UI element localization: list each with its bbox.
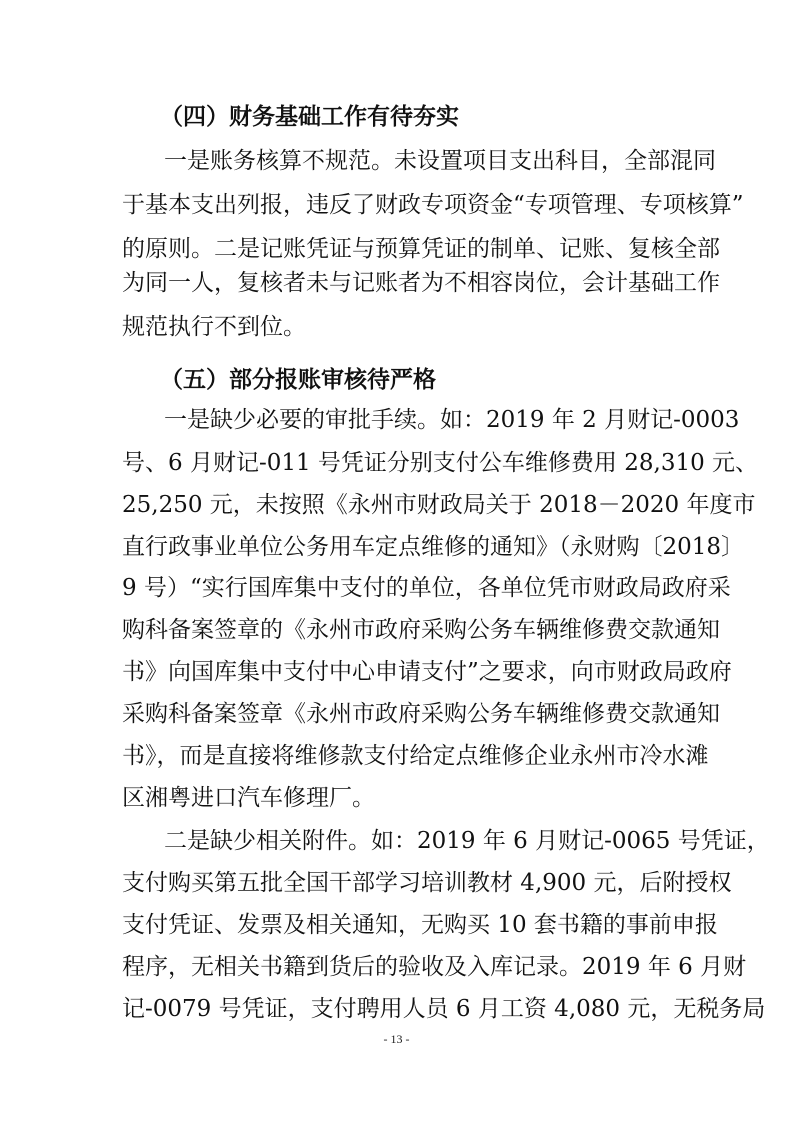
paragraph-line: 书》向国库集中支付中心申请支付”之要求，向市财政局政府 <box>122 659 732 685</box>
paragraph-line: 记-0079 号凭证，支付聘用人员 6 月工资 4,080 元，无税务局 <box>122 996 766 1022</box>
paragraph-line: 的原则。二是记账凭证与预算凭证的制单、记账、复核全部 <box>122 236 720 262</box>
paragraph-line: 直行政事业单位公务用车定点维修的通知》（永财购〔2018〕 <box>122 534 745 560</box>
paragraph-line: 采购科备案签章《永州市政府采购公务车辆维修费交款通知 <box>122 701 720 727</box>
paragraph-line: 于基本支出列报，违反了财政专项资金“专项管理、专项核算” <box>122 192 744 218</box>
section-heading-4: （四）财务基础工作有待夯实 <box>160 103 459 130</box>
paragraph-line: 25,250 元，未按照《永州市财政局关于 2018－2020 年度市 <box>122 492 756 518</box>
section-heading-5: （五）部分报账审核待严格 <box>160 366 436 393</box>
paragraph-line: 一是缺少必要的审批手续。如：2019 年 2 月财记-0003 <box>164 407 740 433</box>
page-number: - 13 - <box>383 1032 410 1046</box>
paragraph-line: 二是缺少相关附件。如：2019 年 6 月财记-0065 号凭证， <box>164 828 770 854</box>
paragraph-line: 规范执行不到位。 <box>122 314 306 340</box>
paragraph-line: 区湘粤进口汽车修理厂。 <box>122 785 375 811</box>
paragraph-line: 书》，而是直接将维修款支付给定点维修企业永州市冷水滩 <box>122 743 709 769</box>
paragraph-line: 支付凭证、发票及相关通知，无购买 10 套书籍的事前申报 <box>122 912 718 938</box>
paragraph-line: 9 号）“实行国库集中支付的单位，各单位凭市财政局政府采 <box>122 575 731 601</box>
paragraph-line: 号、6 月财记-011 号凭证分别支付公车维修费用 28,310 元、 <box>122 450 759 476</box>
paragraph-line: 为同一人，复核者未与记账者为不相容岗位，会计基础工作 <box>122 270 720 296</box>
paragraph-line: 购科备案签章的《永州市政府采购公务车辆维修费交款通知 <box>122 617 720 643</box>
paragraph-line: 一是账务核算不规范。未设置项目支出科目，全部混同 <box>164 148 716 174</box>
paragraph-line: 程序，无相关书籍到货后的验收及入库记录。2019 年 6 月财 <box>122 954 747 980</box>
paragraph-line: 支付购买第五批全国干部学习培训教材 4,900 元，后附授权 <box>122 870 732 896</box>
